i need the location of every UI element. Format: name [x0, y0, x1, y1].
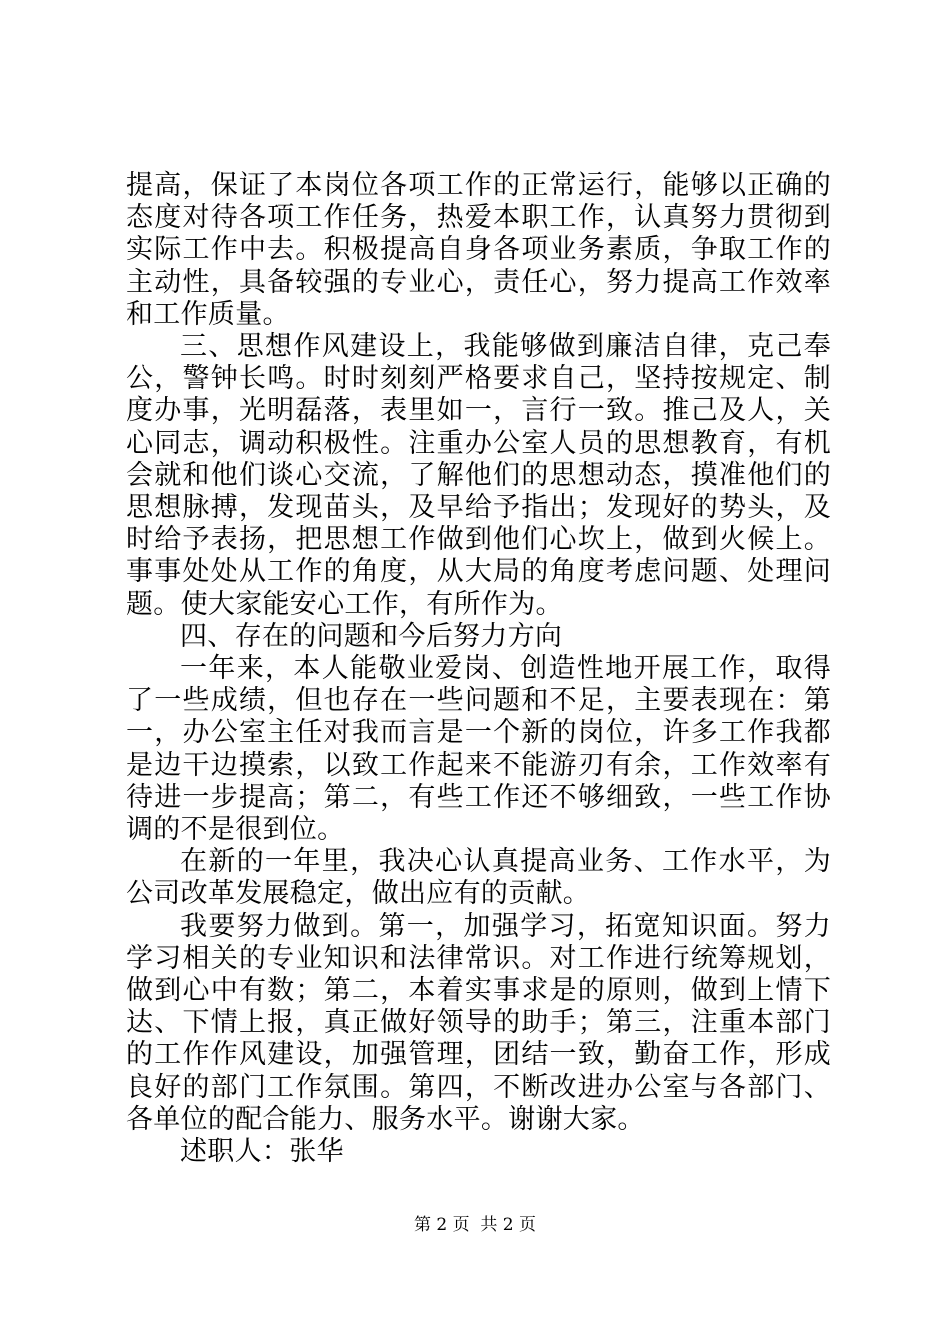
signature-line: 述职人：张华 [180, 1136, 344, 1168]
paragraph-section-three: 三、思想作风建设上，我能够做到廉洁自律，克己奉公，警钟长鸣。时时刻刻严格要求自己，坚持按规定、制度办事，光明磊落，表里如一，言行一致。推己及人，关心同志，调动积极性。注重办公室人员的思想教育，有机会就和他们谈心交流，了解他们的思想动态，摸准他们的思想脉搏，发现苗头，及早给予指出；发现好的势头，及时给予表扬，把思想工作做到他们心坎上，做到火候上。事事处处从工作的角度，从大局的角度考虑问题、处理问题。使大家能安心工作，有所作为。 [126, 331, 831, 620]
document-body [126, 170, 831, 1168]
paragraph-problems: 一年来，本人能敬业爱岗、创造性地开展工作，取得了一些成绩，但也存在一些问题和不足，主要表现在：第一，办公室主任对我而言是一个新的岗位，许多工作我都是边干边摸索，以致工作起来不能游刃有余，工作效率有待进一步提高；第二，有些工作还不够细致，一些工作协调的不是很到位。 [126, 653, 831, 846]
paragraph-new-year: 在新的一年里，我决心认真提高业务、工作水平，为公司改革发展稳定，做出应有的贡献。 [126, 846, 831, 910]
page-number: 第 2 页 共 2 页 [413, 1215, 537, 1235]
paragraph-goals: 我要努力做到。第一，加强学习，拓宽知识面。努力学习相关的专业知识和法律常识。对工作进行统筹规划，做到心中有数；第二，本着实事求是的原则，做到上情下达、下情上报，真正做好领导的助手；第三，注重本部门的工作作风建设，加强管理，团结一致，勤奋工作，形成良好的部门工作氛围。第四，不断改进办公室与各部门、各单位的配合能力、服务水平。谢谢大家。 [126, 910, 831, 1135]
paragraph-continued: 提高，保证了本岗位各项工作的正常运行，能够以正确的态度对待各项工作任务，热爱本职工作，认真努力贯彻到实际工作中去。积极提高自身各项业务素质，争取工作的主动性，具备较强的专业心，责任心，努力提高工作效率和工作质量。 [126, 170, 831, 330]
paragraph-section-four-heading: 四、存在的问题和今后努力方向 [180, 620, 563, 652]
page-footer [0, 1214, 950, 1236]
